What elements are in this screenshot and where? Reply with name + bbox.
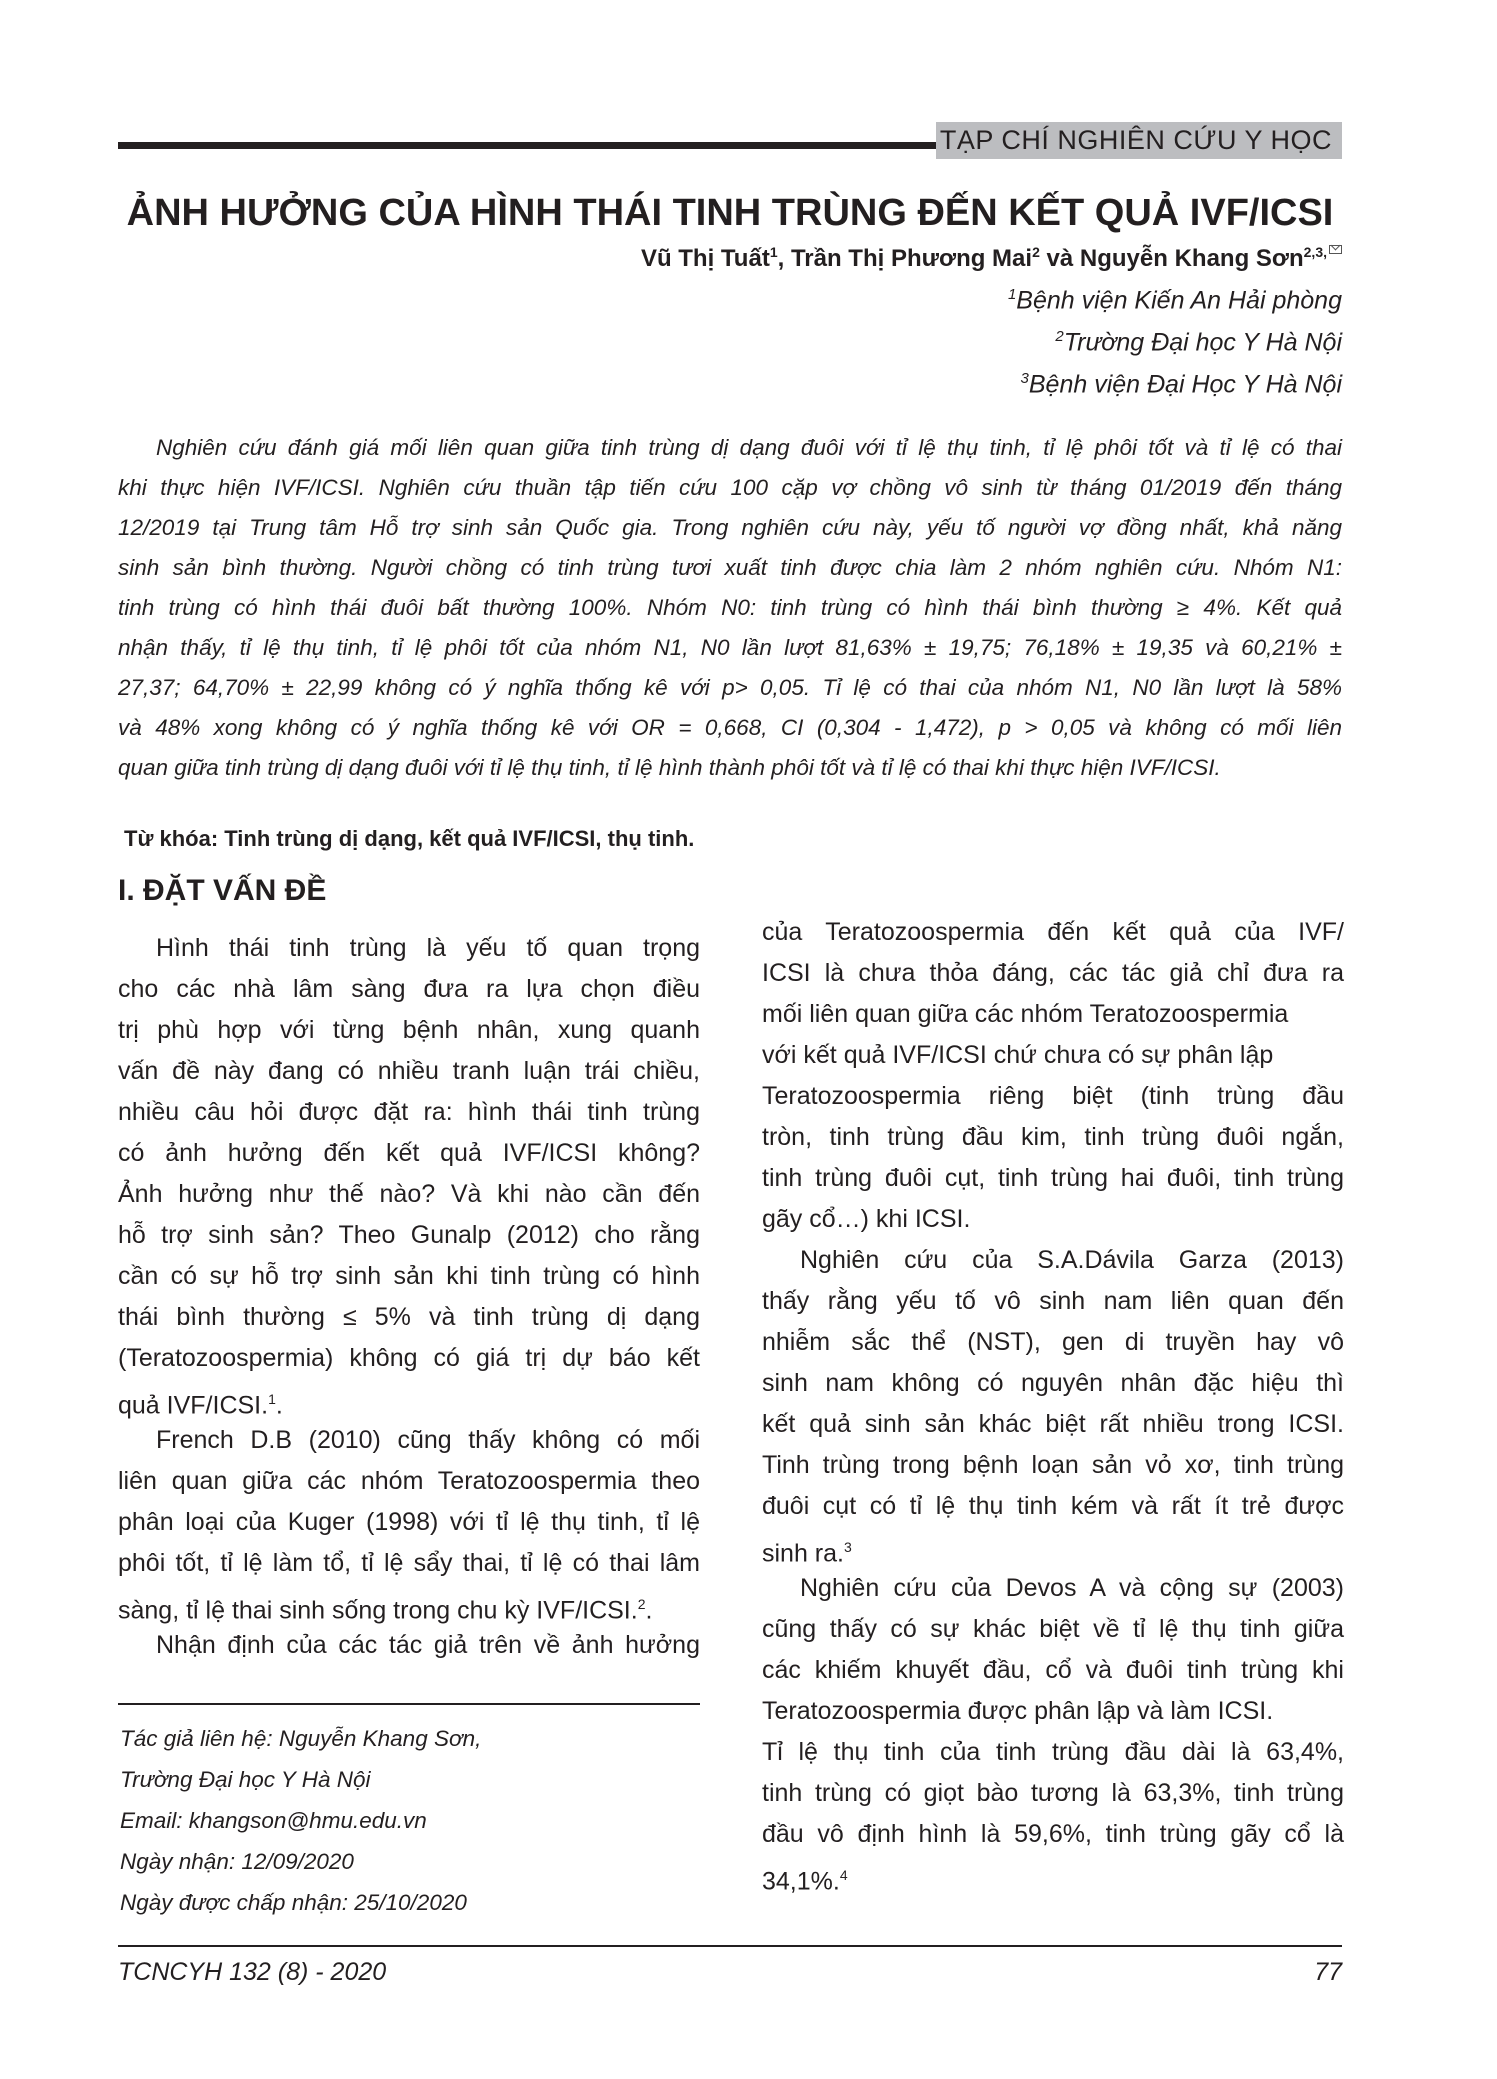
body-text: Nghiên cứu của Devos A và cộng sự (2003) — [800, 1574, 1344, 1602]
body-text: tinh trùng có giọt bào tương là 63,3%, tinh trùng — [762, 1779, 1344, 1807]
body-line — [762, 1855, 1344, 1896]
body-line — [118, 1461, 700, 1502]
body-column-left — [118, 928, 700, 1666]
body-line — [762, 1568, 1344, 1609]
author-list — [641, 244, 1342, 273]
body-line — [118, 928, 700, 969]
body-line — [762, 1650, 1344, 1691]
body-text-tail: . — [275, 1391, 283, 1420]
author-name: Nguyễn Khang Sơn — [1079, 245, 1304, 272]
body-line — [762, 1158, 1344, 1199]
footnote-line: Ngày được chấp nhận: 25/10/2020 — [120, 1890, 467, 1915]
body-line — [762, 1363, 1344, 1404]
affiliation-text: Bệnh viện Đại Học Y Hà Nội — [1028, 370, 1342, 399]
body-text: French D.B (2010) cũng thấy không có mối — [156, 1426, 700, 1454]
body-line — [762, 994, 1344, 1035]
body-text: Nghiên cứu của S.A.Dávila Garza (2013) — [800, 1246, 1344, 1274]
body-text: Hình thái tinh trùng là yếu tố quan trọng — [156, 934, 700, 962]
article-title: ẢNH HƯỞNG CỦA HÌNH THÁI TINH TRÙNG ĐẾN KẾT QUẢ IVF/ICSI — [126, 192, 1334, 234]
abstract-line: tinh trùng có hình thái đuôi bất thường 100%. Nhóm N0: tinh trùng có hình thái bình thường ≥ 4%. Kết quả — [118, 595, 1342, 620]
body-line — [118, 1379, 700, 1420]
author-separator: , — [777, 245, 791, 272]
body-text: các khiếm khuyết đầu, cổ và đuôi tinh trùng khi — [762, 1656, 1344, 1684]
body-line — [118, 1092, 700, 1133]
body-text: trị phù hợp với từng bệnh nhân, xung quanh — [118, 1016, 700, 1044]
body-text: phôi tốt, tỉ lệ làm tổ, tỉ lệ sẩy thai, tỉ lệ có thai lâm — [118, 1549, 700, 1577]
body-text: đầu vô định hình là 59,6%, tinh trùng gãy cổ là — [762, 1820, 1344, 1848]
body-text: liên quan giữa các nhóm Teratozoospermia theo — [118, 1467, 700, 1495]
body-text-tail: . — [645, 1596, 653, 1625]
author-sup: 2 — [1032, 244, 1040, 260]
body-line — [762, 1773, 1344, 1814]
body-text: với kết quả IVF/ICSI chứ chưa có sự phân lập — [762, 1041, 1274, 1069]
affiliation-sup: 1 — [1007, 286, 1017, 303]
body-line — [118, 1215, 700, 1256]
author-sup: 2,3, — [1303, 244, 1327, 260]
affiliation-3 — [1021, 370, 1342, 399]
abstract — [118, 428, 1342, 788]
body-text: Tinh trùng trong bệnh loạn sản vỏ xơ, tinh trùng — [762, 1451, 1344, 1479]
body-text: Nhận định của các tác giả trên về ảnh hưởng — [156, 1631, 700, 1659]
footnote-line: Email: khangson@hmu.edu.vn — [120, 1808, 427, 1833]
body-text: phân loại của Kuger (1998) với tỉ lệ thụ tinh, tỉ lệ — [118, 1508, 700, 1536]
body-text: cũng thấy có sự khác biệt về tỉ lệ thụ tinh giữa — [762, 1615, 1344, 1643]
author-separator: và — [1039, 245, 1080, 272]
body-line — [118, 1174, 700, 1215]
envelope-icon — [1329, 245, 1342, 254]
section-heading: I. ĐẶT VẤN ĐỀ — [118, 874, 327, 907]
abstract-line: quan giữa tinh trùng dị dạng đuôi với tỉ lệ thụ tinh, tỉ lệ hình thành phôi tốt và tỉ lệ có thai khi thực hiện IVF/ICSI. — [118, 755, 1221, 780]
citation-sup: 4 — [839, 1867, 848, 1883]
footnotes — [120, 1718, 481, 1923]
body-line — [118, 1297, 700, 1338]
body-text: cần có sự hỗ trợ sinh sản khi tinh trùng có hình — [118, 1262, 700, 1290]
body-text: có ảnh hưởng đến kết quả IVF/ICSI không? — [118, 1139, 700, 1167]
body-text: Tỉ lệ thụ tinh của tinh trùng đầu dài là 63,4%, — [762, 1738, 1344, 1766]
body-text: nhiều câu hỏi được đặt ra: hình thái tinh trùng — [118, 1098, 700, 1126]
body-text: 34,1%. — [762, 1867, 840, 1896]
footer-journal-issue: TCNCYH 132 (8) - 2020 — [118, 1958, 387, 1986]
body-text: quả IVF/ICSI. — [118, 1391, 269, 1420]
body-text: của Teratozoospermia đến kết quả của IVF/ — [762, 918, 1344, 946]
body-text: gãy cổ…) khi ICSI. — [762, 1205, 971, 1233]
author-name: Trần Thị Phương Mai — [790, 245, 1033, 272]
body-line — [762, 1486, 1344, 1527]
body-line — [762, 1732, 1344, 1773]
body-line — [118, 1584, 700, 1625]
body-line — [118, 1502, 700, 1543]
body-line — [118, 1256, 700, 1297]
body-text: (Teratozoospermia) không có giá trị dự báo kết — [118, 1344, 700, 1372]
body-line — [762, 1609, 1344, 1650]
abstract-line: Nghiên cứu đánh giá mối liên quan giữa tinh trùng dị dạng đuôi với tỉ lệ thụ tinh, tỉ lệ phôi tốt và tỉ lệ có thai — [156, 435, 1342, 460]
body-line — [118, 1010, 700, 1051]
footer-rule — [118, 1945, 1342, 1947]
footnote-rule — [118, 1703, 700, 1705]
body-text: thái bình thường ≤ 5% và tinh trùng dị dạng — [118, 1303, 700, 1331]
header-rule — [118, 142, 936, 149]
abstract-line: sinh sản bình thường. Người chồng có tinh trùng tươi xuất tinh được chia làm 2 nhóm nghiên cứu. Nhóm N1: — [118, 555, 1342, 580]
body-text: kết quả sinh sản khác biệt rất nhiều trong ICSI. — [762, 1410, 1344, 1438]
affiliation-2 — [1055, 328, 1342, 357]
footnote-line: Tác giả liên hệ: Nguyễn Khang Sơn, — [120, 1726, 482, 1751]
affiliation-sup: 3 — [1020, 370, 1029, 387]
body-text: sàng, tỉ lệ thai sinh sống trong chu kỳ IVF/ICSI. — [118, 1596, 638, 1625]
body-line — [762, 912, 1344, 953]
body-line — [762, 1404, 1344, 1445]
body-line — [762, 1117, 1344, 1158]
body-line — [118, 1133, 700, 1174]
body-text: Ảnh hưởng như thế nào? Và khi nào cần đến — [118, 1180, 700, 1208]
footnote-line: Ngày nhận: 12/09/2020 — [120, 1849, 354, 1874]
footnote-line: Trường Đại học Y Hà Nội — [120, 1767, 371, 1792]
body-column-right — [762, 912, 1344, 1896]
body-line — [762, 953, 1344, 994]
body-text: vấn đề này đang có nhiều tranh luận trái chiều, — [118, 1057, 700, 1085]
citation-sup: 2 — [637, 1596, 646, 1612]
body-line — [118, 1625, 700, 1666]
abstract-line: 27,37; 64,70% ± 22,99 không có ý nghĩa thống kê với p> 0,05. Tỉ lệ có thai của nhóm N1, N0 lần lượt là 58% — [118, 675, 1342, 700]
abstract-line: 12/2019 tại Trung tâm Hỗ trợ sinh sản Quốc gia. Trong nghiên cứu này, yếu tố người vợ đồng nhất, khả năng — [118, 515, 1342, 540]
body-text: Teratozoospermia riêng biệt (tinh trùng đầu — [762, 1082, 1344, 1110]
body-text: đuôi cụt có tỉ lệ thụ tinh kém và rất ít trẻ được — [762, 1492, 1344, 1520]
affiliation-sup: 2 — [1055, 328, 1064, 345]
body-line — [762, 1076, 1344, 1117]
body-text: cho các nhà lâm sàng đưa ra lựa chọn điều — [118, 975, 700, 1003]
affiliation-text: Bệnh viện Kiến An Hải phòng — [1016, 286, 1342, 315]
body-line — [762, 1814, 1344, 1855]
author-name: Vũ Thị Tuất — [640, 245, 770, 272]
body-line — [762, 1240, 1344, 1281]
author-sup: 1 — [769, 244, 778, 260]
body-text: mối liên quan giữa các nhóm Teratozoospermia — [762, 1000, 1289, 1028]
body-text: sinh nam không có nguyên nhân đặc hiệu thì — [762, 1369, 1344, 1397]
body-text: Teratozoospermia được phân lập và làm ICSI. — [762, 1697, 1274, 1725]
body-line — [762, 1322, 1344, 1363]
body-line — [762, 1281, 1344, 1322]
body-text: sinh ra. — [762, 1539, 844, 1568]
body-line — [762, 1035, 1344, 1076]
abstract-line: nhận thấy, tỉ lệ thụ tinh, tỉ lệ phôi tốt của nhóm N1, N0 lần lượt 81,63% ± 19,75; 76,18% ± 19,35 và 60,21% ± — [118, 635, 1342, 660]
body-text: ICSI là chưa thỏa đáng, các tác giả chỉ đưa ra — [762, 959, 1344, 987]
body-line — [762, 1445, 1344, 1486]
body-text: hỗ trợ sinh sản? Theo Gunalp (2012) cho rằng — [118, 1221, 700, 1249]
body-line — [118, 1338, 700, 1379]
body-line — [762, 1199, 1344, 1240]
body-line — [118, 1051, 700, 1092]
citation-sup: 3 — [843, 1539, 852, 1555]
keywords: Từ khóa: Tinh trùng dị dạng, kết quả IVF/ICSI, thụ tinh. — [124, 826, 695, 851]
body-line — [118, 969, 700, 1010]
journal-name: TẠP CHÍ NGHIÊN CỨU Y HỌC — [936, 122, 1342, 159]
body-text: thấy rằng yếu tố vô sinh nam liên quan đến — [762, 1287, 1344, 1315]
body-line — [762, 1691, 1344, 1732]
page-number: 77 — [1314, 1958, 1342, 1986]
body-line — [762, 1527, 1344, 1568]
body-text: nhiễm sắc thể (NST), gen di truyền hay vô — [762, 1328, 1344, 1356]
body-text: tròn, tinh trùng đầu kim, tinh trùng đuôi ngắn, — [762, 1123, 1344, 1151]
abstract-line: khi thực hiện IVF/ICSI. Nghiên cứu thuần tập tiến cứu 100 cặp vợ chồng vô sinh từ tháng 01/2019 đến tháng — [118, 475, 1342, 500]
affiliation-1 — [1008, 286, 1342, 315]
citation-sup: 1 — [268, 1391, 276, 1407]
body-line — [118, 1420, 700, 1461]
affiliation-text: Trường Đại học Y Hà Nội — [1063, 328, 1342, 357]
abstract-line: và 48% xong không có ý nghĩa thống kê với OR = 0,668, CI (0,304 - 1,472), p > 0,05 và không có mối liên — [118, 715, 1342, 740]
body-text: tinh trùng đuôi cụt, tinh trùng hai đuôi, tinh trùng — [762, 1164, 1344, 1192]
body-line — [118, 1543, 700, 1584]
